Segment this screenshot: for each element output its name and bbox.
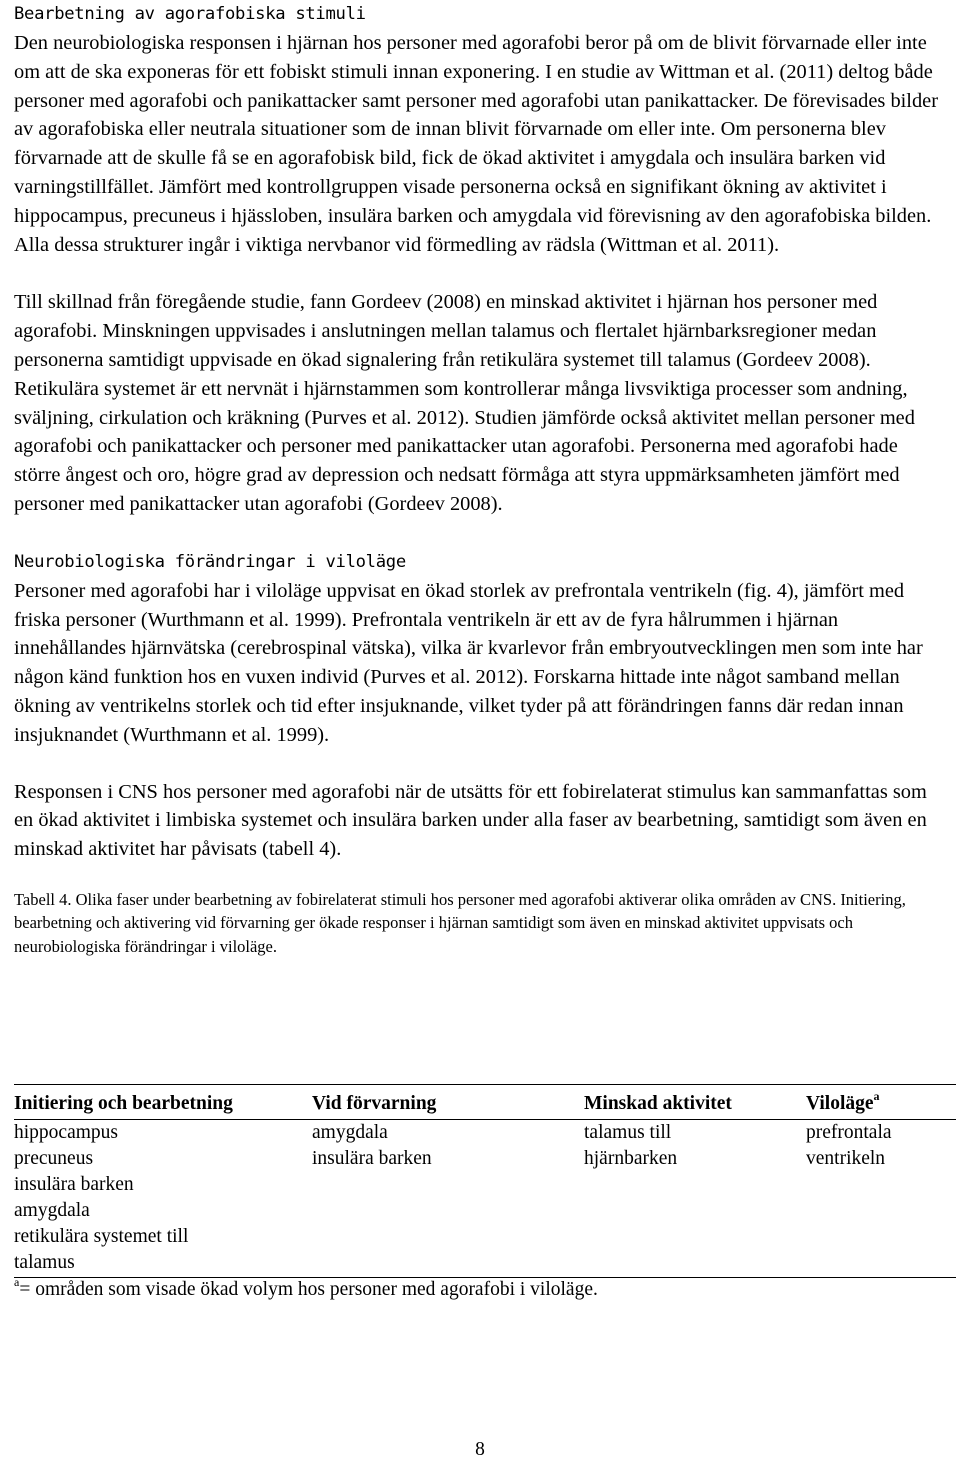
table-cell: amygdala [312,1122,388,1143]
table-cell: precuneus [14,1148,94,1169]
table-cell: prefrontala [806,1122,892,1143]
table-cell: talamus [14,1250,312,1278]
table-cell [584,1198,806,1224]
paragraph-summary: Responsen i CNS hos personer med agorafobi när de utsätts för ett fobirelaterat stimulus kan sammanfattas som en ökad aktivitet i limbiska systemet och insulära barken under alla faser av bearbetning, samtidigt som även en minskad aktivitet har påvisats (tabell 4). [14,780,927,861]
column-header-label: Viloläge [806,1093,874,1114]
table-cell [806,1198,956,1224]
table-row [14,1120,956,1147]
table-cell [312,1250,584,1278]
table-row [14,1172,956,1198]
table-row [14,1198,956,1224]
footnote-text: = områden som visade ökad volym hos personer med agorafobi i viloläge. [19,1279,598,1300]
table-cell: talamus till [584,1122,672,1143]
table-row [14,1146,956,1172]
paragraph-gordeev: Till skillnad från föregående studie, fann Gordeev (2008) en minskad aktivitet i hjärnan hos personer med agorafobi. Minskningen uppvisades i anslutningen mellan talamus och flertalet hjärnbarksregioner medan personerna samtidigt uppvisade en ökad signalering från retikulära systemet till talamus (Gordeev 2008). Retikulära systemet är ett nervnät i hjärnstammen som kontrollerar många livsviktiga processer som andning, sväljning, cirkulation och kräkning (Purves et al. 2012). Studien jämförde också aktivitet mellan personer med agorafobi och panikattacker och personer med panikattacker utan agorafobi. Personerna med agorafobi hade större ångest och oro, högre grad av depression och nedsatt förmåga att styra uppmärksamheten jämfört med personer med panikattacker utan agorafobi (Gordeev 2008). [14,291,915,515]
table-footnote [14,1276,598,1304]
table-cell: hjärnbarken [584,1148,678,1169]
table-cell [584,1172,806,1198]
paragraph-wittman: Den neurobiologiska responsen i hjärnan hos personer med agorafobi beror på om de blivit förvarnade eller inte om att de ska exponeras för ett fobiskt stimuli innan exponering. I en studie av Wittman et al. (2011) deltog både personer med agorafobi och panikattacker samt personer med agorafobi utan panikattacker. De förevisades bilder av agorafobiska eller neutrala situationer som de innan blivit förvarnade om eller inte. Om personerna blev förvarnade att de skulle få se en agorafobisk bild, fick de ökad aktivitet i amygdala och insulära barken vid varningstillfället. Jämfört med kontrollgruppen visade personerna också en signifikant ökning av aktivitet i hippocampus, precuneus i hjässloben, insulära barken och amygdala vid förevisning av den agorafobiska bilden. Alla dessa strukturer ingår i viktiga nervbanor vid förmedling av rädsla (Wittman et al. 2011). [14,32,938,256]
table-cell [806,1250,956,1278]
table-cell [806,1224,956,1250]
footnote-marker: a [14,1274,20,1289]
table-header-row [14,1085,956,1120]
table-caption: Tabell 4. Olika faser under bearbetning av fobirelaterat stimuli hos personer med agorafobi aktiverar olika områden av CNS. Initiering, bearbetning och aktivering vid förvarning ger ökade responser i hjärnan samtidigt som även en minskad aktivitet uppvisats och neurobiologiska förändringar i viloläge. [14,889,906,956]
table-cell: amygdala [14,1200,90,1221]
footnote-marker: a [873,1088,880,1103]
table-cell [584,1250,806,1278]
table-cell [806,1172,956,1198]
table-cell [584,1224,806,1250]
column-header: Vid förvarning [312,1085,584,1120]
table-row [14,1224,956,1250]
table-cell: hippocampus [14,1122,118,1143]
section-heading-bearbetning: Bearbetning av agorafobiska stimuli [14,4,366,24]
table-cell [312,1172,584,1198]
table-cell: insulära barken [312,1148,432,1169]
document-page [14,0,946,1300]
section-heading-vilolage: Neurobiologiska förändringar i viloläge [14,551,406,572]
table-4 [14,1084,956,1278]
table-cell: retikulära systemet till [14,1226,189,1247]
column-header: Minskad aktivitet [584,1085,806,1120]
table-cell [312,1198,584,1224]
paragraph-wurthmann: Personer med agorafobi har i viloläge uppvisat en ökad storlek av prefrontala ventrikeln (fig. 4), jämfört med friska personer (Wurthmann et al. 1999). Prefrontala ventrikeln är ett av de fyra hålrummen i hjärnan innehållandes hjärnvätska (cerebrospinal vätska), vilka är kvarlevor från embryoutvecklingen men som inte har någon känd funktion hos en vuxen individ (Purves et al. 2012). Forskarna hittade inte något samband mellan ökning av ventrikelns storlek och tid efter insjuknande, vilket tyder på att förändringen fanns där redan innan insjuknandet (Wurthmann et al. 1999). [14,579,923,746]
column-header-vilolage [806,1085,956,1120]
page-number: 8 [475,1439,485,1460]
table-cell: insulära barken [14,1174,134,1195]
table-row [14,1250,956,1278]
table-cell [312,1224,584,1250]
column-header: Initiering och bearbetning [14,1085,312,1120]
table-cell: ventrikeln [806,1148,886,1169]
